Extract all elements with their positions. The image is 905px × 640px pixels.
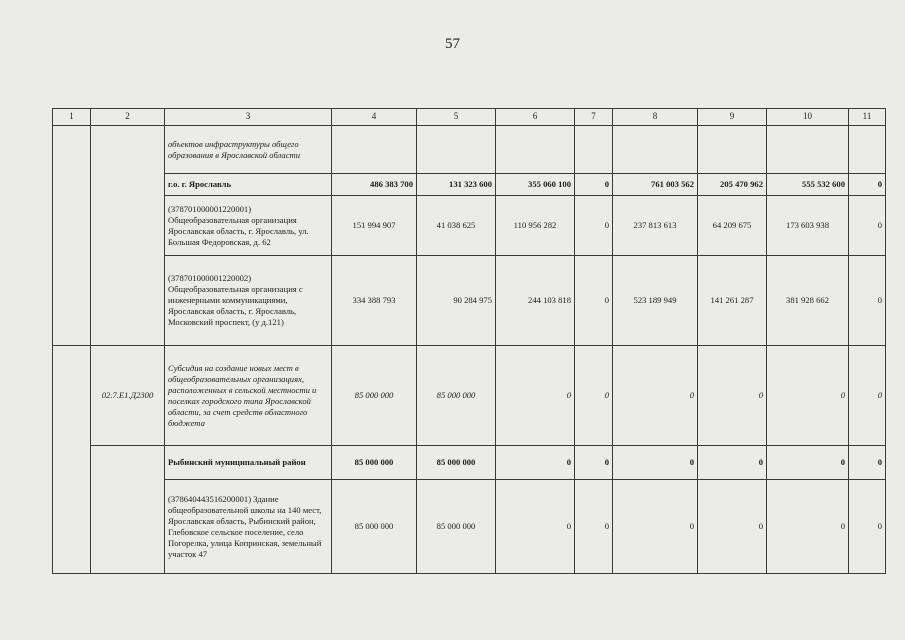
value-cell: 0 <box>849 446 886 480</box>
table-row <box>53 480 886 574</box>
table-cell <box>91 126 165 346</box>
table-cell <box>332 126 417 174</box>
table-cell <box>698 126 767 174</box>
value-cell: 41 038 625 <box>417 196 496 256</box>
table-cell <box>849 126 886 174</box>
value-cell: 85 000 000 <box>417 446 496 480</box>
column-header: 11 <box>849 109 886 126</box>
table-row <box>53 196 886 256</box>
table-cell <box>496 126 575 174</box>
column-header: 10 <box>767 109 849 126</box>
value-cell: 555 532 600 <box>767 174 849 196</box>
value-cell: 0 <box>767 346 849 446</box>
continuation-text: объектов инфраструктуры общего образования в Ярославской области <box>165 126 332 174</box>
table-row <box>53 256 886 346</box>
value-cell: 237 813 613 <box>613 196 698 256</box>
column-header: 1 <box>53 109 91 126</box>
value-cell: 0 <box>496 480 575 574</box>
value-cell: 85 000 000 <box>417 480 496 574</box>
value-cell: 486 383 700 <box>332 174 417 196</box>
value-cell: 0 <box>575 174 613 196</box>
table-cell <box>53 346 91 574</box>
budget-table <box>52 108 886 574</box>
value-cell: 85 000 000 <box>332 346 417 446</box>
column-header: 3 <box>165 109 332 126</box>
column-header: 7 <box>575 109 613 126</box>
table-row <box>53 446 886 480</box>
column-header: 4 <box>332 109 417 126</box>
value-cell: 0 <box>849 346 886 446</box>
value-cell: 334 388 793 <box>332 256 417 346</box>
value-cell: 0 <box>613 346 698 446</box>
value-cell: 173 603 938 <box>767 196 849 256</box>
table-row <box>53 126 886 174</box>
table-cell <box>53 126 91 346</box>
value-cell: 761 003 562 <box>613 174 698 196</box>
table-cell <box>91 446 165 574</box>
value-cell: 0 <box>698 346 767 446</box>
object-name: (378701000001220001) Общеобразовательная организация Ярославская область, г. Ярославль, ул. Большая Федоровская, д. 62 <box>165 196 332 256</box>
table-row <box>53 346 886 446</box>
value-cell: 0 <box>849 196 886 256</box>
column-header: 6 <box>496 109 575 126</box>
municipality-name: Рыбинский муниципальный район <box>165 446 332 480</box>
subsidy-name: Субсидия на создание новых мест в общеобразовательных организациях, расположенных в сельской местности и поселках городского типа Ярославской области, за счет средств областного бюджета <box>165 346 332 446</box>
table-cell <box>767 126 849 174</box>
value-cell: 355 060 100 <box>496 174 575 196</box>
object-name: (378701000001220002) Общеобразовательная организация с инженерными коммуникациями, Ярославская область, г. Ярославль, Московский проспект, (у д.121) <box>165 256 332 346</box>
value-cell: 0 <box>849 480 886 574</box>
table-cell <box>613 126 698 174</box>
value-cell: 0 <box>849 174 886 196</box>
value-cell: 0 <box>698 480 767 574</box>
value-cell: 0 <box>613 480 698 574</box>
value-cell: 85 000 000 <box>332 480 417 574</box>
header-row <box>53 109 886 126</box>
value-cell: 244 103 818 <box>496 256 575 346</box>
column-header: 9 <box>698 109 767 126</box>
value-cell: 0 <box>496 446 575 480</box>
column-header: 8 <box>613 109 698 126</box>
value-cell: 0 <box>613 446 698 480</box>
value-cell: 0 <box>575 196 613 256</box>
value-cell: 0 <box>575 256 613 346</box>
value-cell: 64 209 675 <box>698 196 767 256</box>
value-cell: 0 <box>575 480 613 574</box>
value-cell: 141 261 287 <box>698 256 767 346</box>
value-cell: 0 <box>575 446 613 480</box>
value-cell: 85 000 000 <box>332 446 417 480</box>
value-cell: 0 <box>849 256 886 346</box>
page-number: 57 <box>445 36 460 52</box>
value-cell: 0 <box>496 346 575 446</box>
column-header: 2 <box>91 109 165 126</box>
value-cell: 0 <box>767 480 849 574</box>
table-cell <box>575 126 613 174</box>
table-row <box>53 174 886 196</box>
value-cell: 205 470 962 <box>698 174 767 196</box>
value-cell: 523 189 949 <box>613 256 698 346</box>
value-cell: 90 284 975 <box>417 256 496 346</box>
value-cell: 151 994 907 <box>332 196 417 256</box>
value-cell: 85 000 000 <box>417 346 496 446</box>
column-header: 5 <box>417 109 496 126</box>
subsidy-code: 02.7.Е1.Д2300 <box>91 346 165 446</box>
table-cell <box>417 126 496 174</box>
value-cell: 381 928 662 <box>767 256 849 346</box>
value-cell: 0 <box>575 346 613 446</box>
value-cell: 110 956 282 <box>496 196 575 256</box>
value-cell: 0 <box>767 446 849 480</box>
municipality-name: г.о. г. Ярославль <box>165 174 332 196</box>
object-name: (378640443516200001) Здание общеобразовательной школы на 140 мест, Ярославская область, Рыбинский район, Глебовское сельское поселение, село Погорелка, улица Копринская, земельный участок 47 <box>165 480 332 574</box>
value-cell: 0 <box>698 446 767 480</box>
value-cell: 131 323 600 <box>417 174 496 196</box>
